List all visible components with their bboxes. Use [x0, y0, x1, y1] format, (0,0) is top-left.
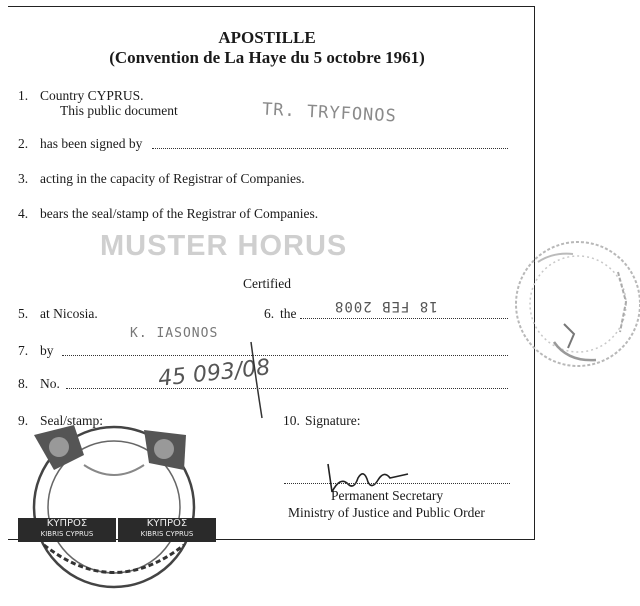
- field-2-dotted-line: [152, 148, 508, 149]
- field-2-label: has been signed by: [40, 136, 143, 151]
- field-8-number: 8.: [18, 376, 29, 391]
- signature-dotted-line: [284, 483, 510, 484]
- field-3-number: 3.: [18, 171, 29, 186]
- field-10-label: Signature:: [305, 413, 361, 428]
- field-7-dotted-line: [62, 355, 508, 356]
- field-7-label: by: [40, 343, 54, 358]
- field-7-number: 7.: [18, 343, 29, 358]
- field-9-number: 9.: [18, 413, 29, 428]
- handwritten-slash-stroke: [246, 340, 266, 420]
- field-1-sublabel: This public document: [60, 103, 178, 118]
- revenue-stamp-2-sublabel: KIBRIS CYPRUS: [140, 530, 194, 538]
- revenue-stamp-2-label: ΚΥΠΡΟΣ: [146, 518, 188, 529]
- by-name-stamp: K. IASONOS: [130, 326, 219, 341]
- revenue-stamp-1-sublabel: KIBRIS CYPRUS: [40, 530, 94, 538]
- circular-seal-right-icon: [478, 232, 640, 382]
- revenue-stamp-1-label: ΚΥΠΡΟΣ: [46, 518, 88, 529]
- signed-by-stamp: TR. TRYFONOS: [261, 99, 398, 127]
- handwritten-number: 45 093/08: [157, 355, 272, 392]
- field-4-label: bears the seal/stamp of the Registrar of Companies.: [40, 206, 319, 221]
- field-8-label: No.: [40, 376, 60, 391]
- field-1-label: Country CYPRUS.: [40, 88, 144, 103]
- field-5-number: 5.: [18, 306, 29, 321]
- certified-label: Certified: [243, 276, 291, 291]
- field-10-number: 10.: [283, 413, 300, 428]
- document-subtitle: (Convention de La Haye du 5 octobre 1961): [109, 48, 425, 67]
- field-9-label: Seal/stamp:: [40, 413, 103, 428]
- revenue-stamp-1: [18, 518, 116, 542]
- field-2-number: 2.: [18, 136, 29, 151]
- field-4-number: 4.: [18, 206, 29, 221]
- signer-title: Permanent Secretary: [331, 488, 444, 503]
- field-6-number: 6.: [264, 306, 275, 321]
- field-6-label: the: [280, 306, 297, 321]
- field-3-label: acting in the capacity of Registrar of Companies.: [40, 171, 305, 186]
- signer-organization: Ministry of Justice and Public Order: [288, 505, 485, 520]
- field-8-dotted-line: [66, 388, 508, 389]
- watermark-text: MUSTER HORUS: [100, 230, 348, 262]
- field-5-label: at Nicosia.: [40, 306, 98, 321]
- official-seal-left-icon: [14, 425, 214, 595]
- document-title: APOSTILLE: [218, 28, 316, 47]
- date-stamp: 18 FEB 2008: [334, 298, 438, 314]
- revenue-stamp-2: [118, 518, 216, 542]
- field-1-number: 1.: [18, 88, 29, 103]
- field-6-dotted-line: [300, 318, 508, 319]
